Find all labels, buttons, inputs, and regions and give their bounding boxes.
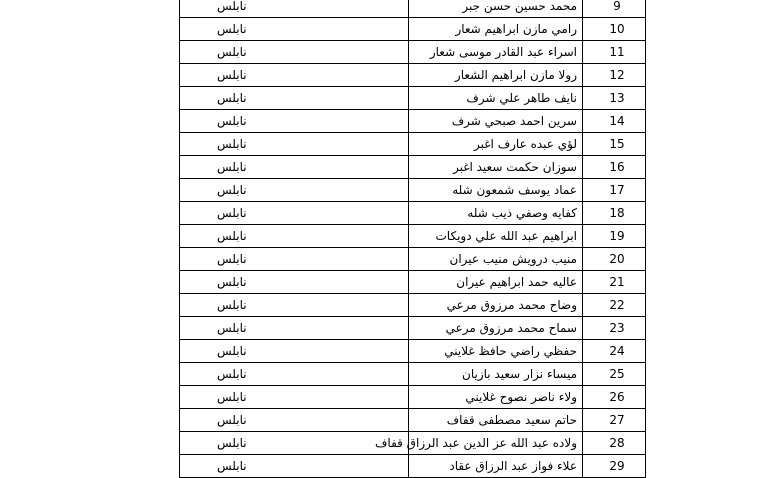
table-row bbox=[180, 271, 646, 294]
row-number-cell: 25 bbox=[583, 363, 646, 386]
name-cell: ولاده عبد الله عز الدين عبد الرزاق قفاف bbox=[409, 432, 583, 455]
table-row bbox=[180, 317, 646, 340]
city-cell: نابلس bbox=[180, 225, 409, 248]
name-cell: اسراء عبد القادر موسى شعار bbox=[409, 41, 583, 64]
city-cell: نابلس bbox=[180, 87, 409, 110]
row-number-cell: 29 bbox=[583, 455, 646, 478]
row-number-cell: 16 bbox=[583, 156, 646, 179]
table-row bbox=[180, 340, 646, 363]
name-cell: كفايه وصفي ذيب شله bbox=[409, 202, 583, 225]
table-row bbox=[180, 87, 646, 110]
table-row bbox=[180, 409, 646, 432]
table-row bbox=[180, 64, 646, 87]
name-cell: سماح محمد مرزوق مرعي bbox=[409, 317, 583, 340]
row-number-cell: 12 bbox=[583, 64, 646, 87]
city-cell: نابلس bbox=[180, 271, 409, 294]
table-row bbox=[180, 110, 646, 133]
table-row bbox=[180, 202, 646, 225]
table-row bbox=[180, 41, 646, 64]
roster-table bbox=[179, 0, 646, 478]
table-row bbox=[180, 156, 646, 179]
table-row bbox=[180, 225, 646, 248]
table-row bbox=[180, 133, 646, 156]
name-cell: ولاء ناصر نصوح غلايني bbox=[409, 386, 583, 409]
row-number-cell: 19 bbox=[583, 225, 646, 248]
row-number-cell: 18 bbox=[583, 202, 646, 225]
name-cell: علاء فواز عبد الرزاق عقاد bbox=[409, 455, 583, 478]
city-cell: نابلس bbox=[180, 0, 409, 18]
table-row bbox=[180, 455, 646, 478]
name-cell: لؤي عبده عارف اغبر bbox=[409, 133, 583, 156]
row-number-cell: 14 bbox=[583, 110, 646, 133]
city-cell: نابلس bbox=[180, 248, 409, 271]
city-cell: نابلس bbox=[180, 363, 409, 386]
row-number-cell: 11 bbox=[583, 41, 646, 64]
row-number-cell: 28 bbox=[583, 432, 646, 455]
city-cell: نابلس bbox=[180, 41, 409, 64]
row-number-cell: 9 bbox=[583, 0, 646, 18]
row-number-cell: 15 bbox=[583, 133, 646, 156]
name-cell: حفظي راضي حافظ غلايني bbox=[409, 340, 583, 363]
table-row bbox=[180, 179, 646, 202]
name-cell: سرين احمد صبحي شرف bbox=[409, 110, 583, 133]
city-cell: نابلس bbox=[180, 64, 409, 87]
name-cell: ابراهيم عبد الله علي دويكات bbox=[409, 225, 583, 248]
row-number-cell: 24 bbox=[583, 340, 646, 363]
city-cell: نابلس bbox=[180, 133, 409, 156]
name-cell: حاتم سعيد مصطفى قفاف bbox=[409, 409, 583, 432]
row-number-cell: 17 bbox=[583, 179, 646, 202]
table-row bbox=[180, 248, 646, 271]
name-cell: عماد يوسف شمعون شله bbox=[409, 179, 583, 202]
city-cell: نابلس bbox=[180, 18, 409, 41]
roster-sheet bbox=[179, 0, 625, 478]
table-row bbox=[180, 18, 646, 41]
row-number-cell: 22 bbox=[583, 294, 646, 317]
row-number-cell: 26 bbox=[583, 386, 646, 409]
name-cell: رولا مازن ابراهيم الشعار bbox=[409, 64, 583, 87]
city-cell: نابلس bbox=[180, 432, 409, 455]
name-cell: ميساء نزار سعيد بازيان bbox=[409, 363, 583, 386]
name-cell: محمد حسين حسن جبر bbox=[409, 0, 583, 18]
table-row bbox=[180, 386, 646, 409]
city-cell: نابلس bbox=[180, 409, 409, 432]
row-number-cell: 20 bbox=[583, 248, 646, 271]
name-cell: منيب درويش منيب عيران bbox=[409, 248, 583, 271]
name-cell: رامي مازن ابراهيم شعار bbox=[409, 18, 583, 41]
name-cell: عاليه حمد ابراهيم عيران bbox=[409, 271, 583, 294]
city-cell: نابلس bbox=[180, 317, 409, 340]
city-cell: نابلس bbox=[180, 294, 409, 317]
table-row bbox=[180, 294, 646, 317]
name-cell: نايف طاهر علي شرف bbox=[409, 87, 583, 110]
name-cell: سوزان حكمت سعيد اغبر bbox=[409, 156, 583, 179]
row-number-cell: 23 bbox=[583, 317, 646, 340]
row-number-cell: 21 bbox=[583, 271, 646, 294]
city-cell: نابلس bbox=[180, 179, 409, 202]
city-cell: نابلس bbox=[180, 156, 409, 179]
name-cell: وضاح محمد مرزوق مرعي bbox=[409, 294, 583, 317]
city-cell: نابلس bbox=[180, 455, 409, 478]
city-cell: نابلس bbox=[180, 202, 409, 225]
roster-table-body bbox=[180, 0, 646, 478]
row-number-cell: 10 bbox=[583, 18, 646, 41]
table-row bbox=[180, 363, 646, 386]
city-cell: نابلس bbox=[180, 386, 409, 409]
city-cell: نابلس bbox=[180, 340, 409, 363]
row-number-cell: 13 bbox=[583, 87, 646, 110]
city-cell: نابلس bbox=[180, 110, 409, 133]
table-row bbox=[180, 432, 646, 455]
row-number-cell: 27 bbox=[583, 409, 646, 432]
table-row bbox=[180, 0, 646, 18]
